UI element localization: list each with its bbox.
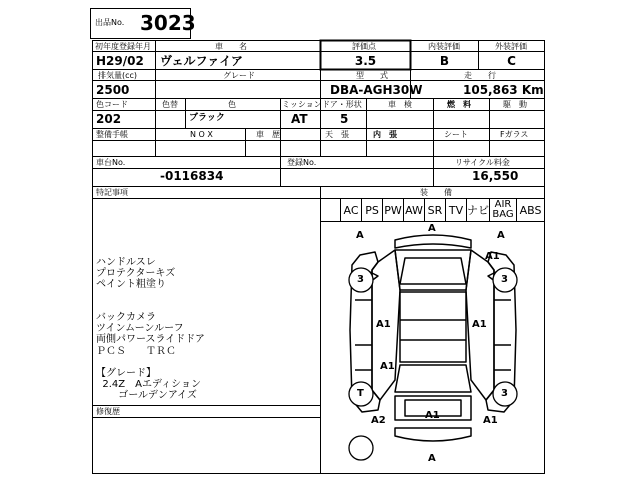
equip-pw: PW [384, 204, 402, 217]
mileage-value: 105,863 Km [463, 83, 544, 97]
repair-history-label: 修復歴 [96, 407, 120, 416]
equip-airbag: AIR BAG [492, 199, 514, 220]
score-label: 評価点 [352, 42, 376, 51]
first-reg-value: H29/02 [96, 54, 144, 68]
interior-grade-label: 内装評価 [428, 42, 460, 51]
displacement-value: 2500 [96, 83, 130, 97]
equip-navi: ナビ [467, 204, 489, 217]
drive-label: 駆 動 [503, 100, 527, 109]
notes-label: 特記事項 [96, 188, 128, 197]
note-line-10: 【グレード】 [96, 368, 156, 379]
score-value: 3.5 [354, 54, 377, 68]
recycle-fee-label: リサイクル料金 [455, 158, 510, 167]
note-line-6: ツインムーンルーフ [96, 323, 184, 334]
first-reg-label: 初年度登録年月 [95, 42, 151, 51]
mark-fender-right: A1 [485, 251, 500, 262]
doors-value: 5 [340, 112, 349, 126]
mark-rear-door-left: A1 [380, 361, 395, 372]
interior-grade-value: B [439, 54, 450, 68]
color-code-value: 202 [96, 112, 122, 126]
interior-trim-label: 内 張 [373, 130, 397, 139]
seat-label: シート [444, 130, 468, 139]
equip-aw: AW [405, 204, 423, 217]
mark-wheel-front-right: 3 [501, 274, 508, 285]
chassis-no-value: -0116834 [160, 169, 224, 183]
note-line-8: ＰＣＳ ＴＲＣ [96, 346, 176, 357]
equip-sr: SR [427, 204, 443, 217]
note-line-12: ゴールデンアイズ [96, 390, 197, 401]
mark-front-center: A [428, 223, 436, 234]
displacement-label: 排気量(cc) [98, 71, 138, 80]
nox-label: N O X [190, 130, 213, 139]
mark-front-left: A [356, 230, 364, 241]
reg-no-label: 登録No. [287, 158, 317, 167]
note-line-2: プロテクターキズ [96, 268, 176, 279]
history-label: 車 歴 [256, 130, 280, 139]
car-name-label: 車 名 [215, 42, 247, 51]
transmission-value: AT [291, 112, 308, 126]
mark-front-right: A [497, 230, 505, 241]
spare-wheel [349, 436, 373, 460]
note-line-7: 両側パワースライドドア [96, 334, 205, 345]
grade-label: グレード [223, 71, 255, 80]
equipment-label: 装 備 [420, 188, 452, 197]
mark-bottom-center: A [428, 453, 436, 464]
mark-wheel-rear-right: 3 [501, 388, 508, 399]
mark-wheel-front-left: 3 [357, 274, 364, 285]
color-code-label: 色コード [96, 100, 128, 109]
color-value: ブラック [189, 113, 225, 123]
equip-ps: PS [365, 204, 379, 217]
mileage-label: 走 行 [464, 71, 496, 80]
glass-label: Fガラス [500, 130, 529, 139]
note-line-1: ハンドルスレ [96, 257, 156, 268]
model-value: DBA-AGH30W [330, 83, 423, 97]
door-shape-label: ドア・形状 [322, 100, 362, 109]
equip-tv: TV [448, 204, 464, 217]
note-line-11: 2.4Z Aエディション [96, 379, 201, 390]
model-label: 型 式 [356, 71, 388, 80]
equip-abs: ABS [519, 204, 542, 217]
mark-door-left: A1 [376, 319, 391, 330]
lot-label: 出品No. [95, 18, 125, 27]
exterior-grade-label: 外装評価 [495, 42, 527, 51]
mark-rear-left: A2 [371, 415, 386, 426]
chassis-no-label: 車台No. [96, 158, 126, 167]
mark-rear-center: A1 [425, 410, 440, 421]
equip-ac: AC [343, 204, 359, 217]
recycle-fee-value: 16,550 [472, 169, 519, 183]
color-type-label: 色替 [162, 100, 178, 109]
manual-label: 整備手帳 [96, 130, 128, 139]
note-line-5: バックカメラ [96, 312, 156, 323]
mark-door-right: A1 [472, 319, 487, 330]
lot-number: 3023 [140, 11, 196, 35]
exterior-grade-value: C [507, 54, 516, 68]
inspection-label: 車 検 [388, 100, 412, 109]
note-line-3: ペイント粗塗り [96, 279, 166, 290]
color-label: 色 [228, 100, 236, 109]
mark-rear-right: A1 [483, 415, 498, 426]
sunroof-label: 天 張 [325, 130, 349, 139]
transmission-label: ミッション [282, 100, 322, 109]
fuel-label: 燃 料 [447, 100, 471, 109]
car-name-value: ヴェルファイア [160, 54, 243, 68]
mark-wheel-rear-left: T [357, 388, 364, 399]
